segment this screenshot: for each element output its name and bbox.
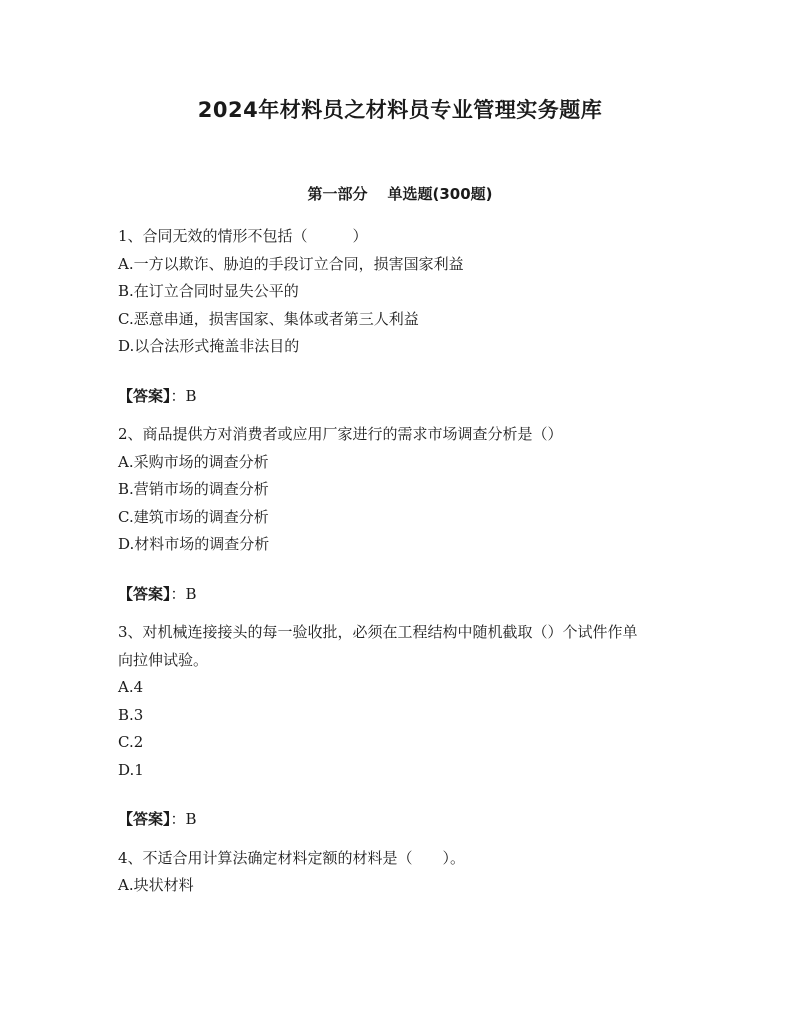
question-option: A.块状材料: [118, 876, 194, 894]
answer-separator: ：: [170, 386, 186, 405]
answer-line: [118, 383, 648, 411]
question-stem: 2、商品提供方对消费者或应用厂家进行的需求市场调查分析是（）: [118, 425, 563, 443]
section-part: 第一部分: [307, 185, 368, 203]
answer-value: B: [185, 386, 197, 405]
question-option: B.在订立合同时显失公平的: [118, 282, 299, 300]
question-block: [118, 845, 648, 900]
question-block: [118, 421, 648, 608]
question-stem: 1、合同无效的情形不包括（ ）: [118, 227, 368, 245]
question-option: D.1: [118, 760, 144, 779]
section-heading: [0, 183, 800, 204]
question-option: C.建筑市场的调查分析: [118, 507, 269, 526]
question-stem: 4、不适合用计算法确定材料定额的材料是（ ）。: [118, 848, 466, 867]
answer-separator: ：: [170, 810, 186, 828]
document-title: 2024年材料员之材料员专业管理实务题库: [197, 98, 603, 122]
question-option: B.营销市场的调查分析: [118, 480, 269, 498]
question-block: [118, 223, 648, 410]
question-option: C.恶意串通，损害国家、集体或者第三人利益: [118, 309, 419, 328]
question-option: A.采购市场的调查分析: [118, 452, 269, 471]
question-list: [118, 223, 648, 900]
answer-separator: ：: [170, 584, 186, 603]
answer-line: [118, 806, 648, 834]
question-option: A.4: [118, 678, 144, 696]
answer-value: B: [185, 810, 197, 828]
answer-line: [118, 581, 648, 609]
question-option: C.2: [118, 733, 144, 751]
question-stem: 3、对机械连接接头的每一验收批，必须在工程结构中随机截取（）个试件作单向拉伸试验。: [118, 623, 638, 669]
section-name: 单选题(300题): [387, 185, 493, 203]
question-option: D.材料市场的调查分析: [118, 535, 270, 553]
answer-label: 【答案】: [118, 810, 171, 828]
question-option: B.3: [118, 705, 144, 724]
question-option: A.一方以欺诈、胁迫的手段订立合同，损害国家利益: [118, 254, 464, 273]
answer-label: 【答案】: [118, 584, 171, 603]
answer-value: B: [185, 584, 197, 603]
answer-label: 【答案】: [118, 386, 171, 405]
question-option: D.以合法形式掩盖非法目的: [118, 337, 300, 355]
question-block: [118, 619, 648, 834]
